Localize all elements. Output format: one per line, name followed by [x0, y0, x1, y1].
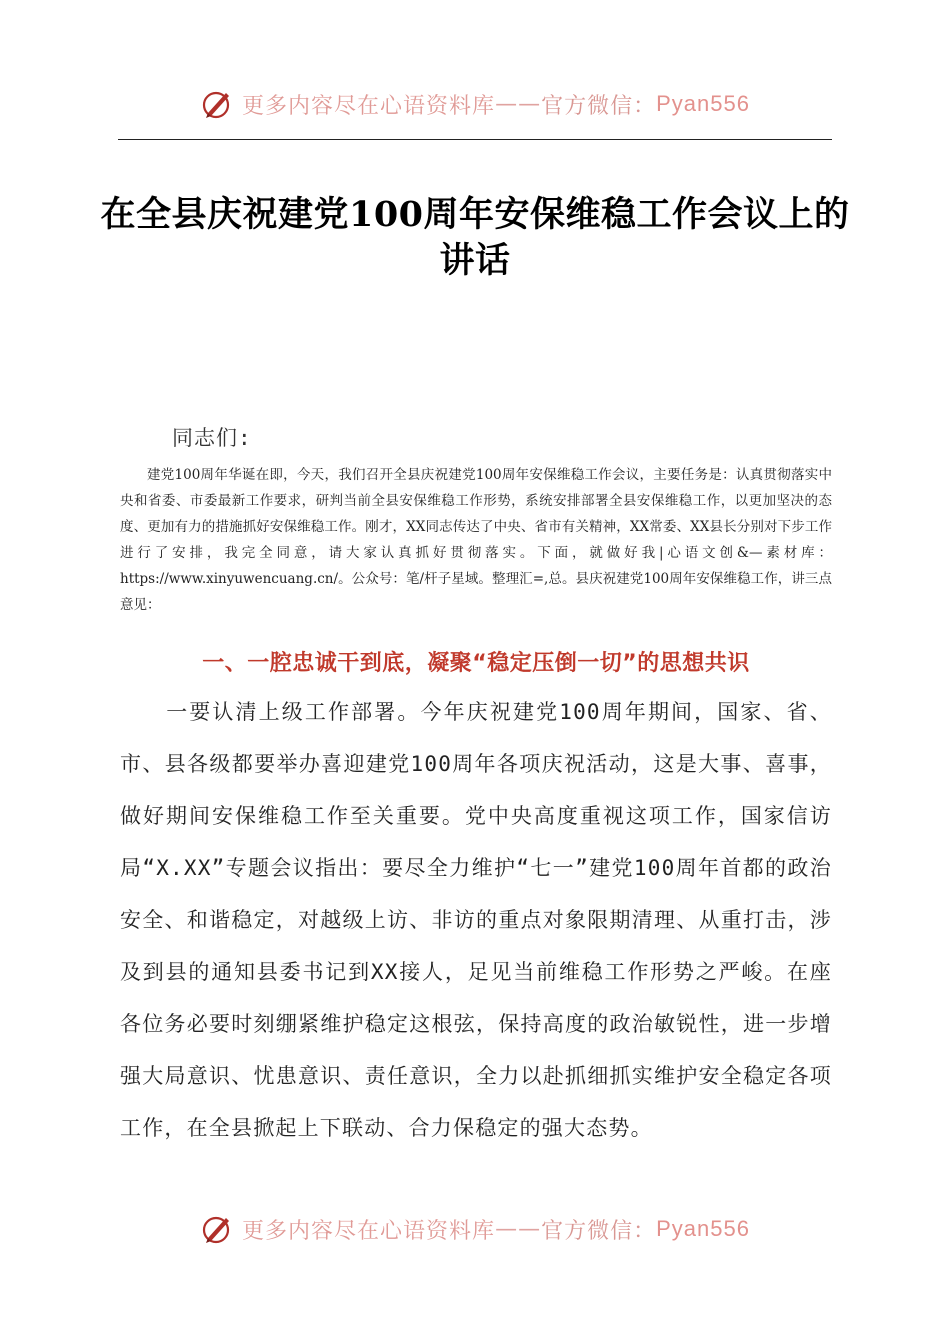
- watermark-text: 更多内容尽在心语资料库: [242, 93, 496, 119]
- header-divider: [118, 139, 832, 140]
- watermark-wechat-label: 官方微信：: [541, 93, 657, 119]
- intro-paragraph: 建党100周年华诞在即，今天，我们召开全县庆祝建党100周年安保维稳工作会议，主要任务是：认真贯彻落实中央和省委、市委最新工作要求，研判当前全县安保维稳工作形势，系统安排部署全县安保维稳工作，以更加坚决的态度、更加有力的措施抓好安保维稳工作。刚才，XX同志传达了中央、省市有关精神，XX常委、XX县长分别对下步工作进行了安排，我完全同意，请大家认真抓好贯彻落实。下面，就做好我|心语文创&—素材库：https://www.xinyuwencuang.cn/。公众号：笔/杆子星域。整理汇=,总。县庆祝建党100周年安保维稳工作，讲三点意见：: [120, 467, 832, 613]
- watermark-wechat-id: Pyan556: [656, 1216, 750, 1241]
- watermark-text: 更多内容尽在心语资料库: [242, 1218, 496, 1244]
- header-watermark: [0, 84, 950, 124]
- salutation: 同志们:: [172, 426, 252, 450]
- watermark-dash: ——: [495, 91, 542, 117]
- watermark-dash: ——: [495, 1216, 542, 1242]
- section-heading: 一、一腔忠诚干到底，凝聚“稳定压倒一切”的思想共识: [202, 651, 750, 676]
- watermark-wechat-id: Pyan556: [656, 91, 750, 116]
- watermark-wechat-label: 官方微信：: [541, 1218, 657, 1244]
- body-paragraph: 一要认清上级工作部署。今年庆祝建党100周年期间，国家、省、市、县各级都要举办喜迎建党100周年各项庆祝活动，这是大事、喜事，做好期间安保维稳工作至关重要。党中央高度重视这项工作，国家信访局“X.XX”专题会议指出：要尽全力维护“七一”建党100周年首都的政治安全、和谐稳定，对越级上访、非访的重点对象限期清理、从重打击，涉及到县的通知县委书记到XX接人，足见当前维稳工作形势之严峻。在座各位务必要时刻绷紧维护稳定这根弦，保持高度的政治敏锐性，进一步增强大局意识、忧患意识、责任意识，全力以赴抓细抓实维护安全稳定各项工作，在全县掀起上下联动、合力保稳定的强大态势。: [120, 700, 832, 1140]
- document-title: 在全县庆祝建党100周年安保维稳工作会议上的讲话: [100, 194, 850, 281]
- pen-in-circle-icon: [200, 87, 234, 121]
- pen-in-circle-icon: [200, 1212, 234, 1246]
- footer-watermark: [0, 1209, 950, 1249]
